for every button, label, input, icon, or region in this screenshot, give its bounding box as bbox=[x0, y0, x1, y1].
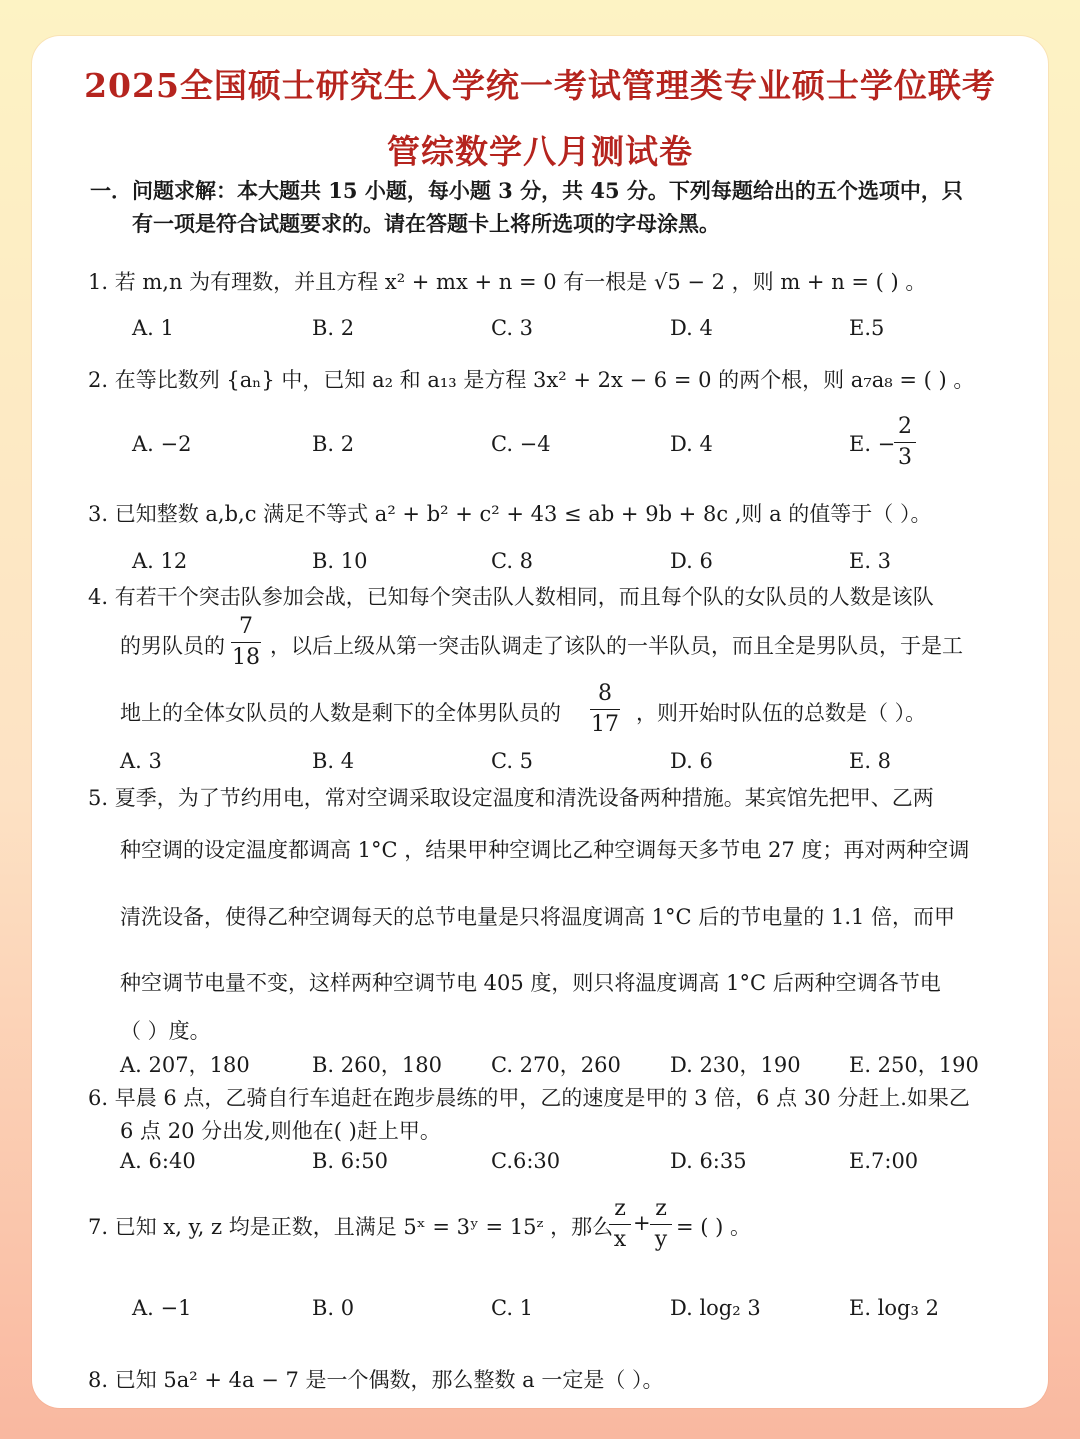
question-4-option-a: A. 3 bbox=[120, 749, 162, 773]
exam-subtitle: 管综数学八月测试卷 bbox=[387, 132, 693, 171]
question-2-option-e: E. − bbox=[849, 432, 896, 456]
question-2-option-c: C. −4 bbox=[491, 432, 551, 456]
question-2-option-a: A. −2 bbox=[132, 432, 192, 456]
fraction-denominator: y bbox=[654, 1227, 668, 1252]
question-4-line1: 4. 有若干个突击队参加会战，已知每个突击队人数相同，而且每个队的女队员的人数是该队 bbox=[88, 585, 934, 609]
question-1-option-d: D. 4 bbox=[670, 316, 713, 340]
question-5-option-b: B. 260，180 bbox=[312, 1053, 442, 1077]
fraction-denominator: x bbox=[613, 1227, 627, 1252]
question-6-option-a: A. 6:40 bbox=[120, 1149, 196, 1173]
exam-paper bbox=[32, 36, 1048, 1408]
question-5-option-a: A. 207，180 bbox=[120, 1053, 250, 1077]
fraction-numerator: 2 bbox=[894, 412, 916, 443]
question-2-option-e-fraction bbox=[894, 412, 916, 473]
question-7-text-end: = ( ) 。 bbox=[676, 1215, 752, 1239]
section-instructions-line2: 有一项是符合试题要求的。请在答题卡上将所选项的字母涂黑。 bbox=[132, 211, 720, 236]
question-4-option-c: C. 5 bbox=[491, 749, 534, 773]
question-3-option-d: D. 6 bbox=[670, 549, 713, 573]
question-7-option-a: A. −1 bbox=[132, 1296, 192, 1320]
question-4-line3b: ，则开始时队伍的总数是（ ）。 bbox=[636, 701, 927, 725]
question-2-text: 2. 在等比数列 {aₙ} 中，已知 a₂ 和 a₁₃ 是方程 3x² + 2x − 6 = 0 的两个根，则 a₇a₈ = ( ) 。 bbox=[88, 368, 975, 392]
question-4-option-b: B. 4 bbox=[312, 749, 355, 773]
question-3-text: 3. 已知整数 a,b,c 满足不等式 a² + b² + c² + 43 ≤ ab + 9b + 8c ,则 a 的值等于（ ）。 bbox=[88, 502, 932, 526]
question-8-text: 8. 已知 5a² + 4a − 7 是一个偶数，那么整数 a 一定是（ ）。 bbox=[88, 1368, 664, 1392]
question-1-option-a: A. 1 bbox=[132, 316, 174, 340]
question-7-fraction-1 bbox=[609, 1194, 631, 1255]
question-5-option-c: C. 270，260 bbox=[491, 1053, 621, 1077]
question-7-fraction-2 bbox=[650, 1194, 672, 1255]
question-4-option-d: D. 6 bbox=[670, 749, 713, 773]
question-1-option-e: E.5 bbox=[849, 316, 885, 340]
question-7-plus: + bbox=[633, 1211, 651, 1235]
fraction-numerator: z bbox=[650, 1194, 672, 1225]
question-4-line3a: 地上的全体女队员的人数是剩下的全体男队员的 bbox=[120, 701, 561, 725]
question-4-fraction-2 bbox=[590, 679, 620, 740]
question-5-option-e: E. 250，190 bbox=[849, 1053, 979, 1077]
question-3-option-b: B. 10 bbox=[312, 549, 368, 573]
question-7-option-d: D. log₂ 3 bbox=[670, 1296, 761, 1320]
question-2-option-b: B. 2 bbox=[312, 432, 355, 456]
fraction-denominator: 17 bbox=[591, 712, 619, 737]
question-6-option-e: E.7:00 bbox=[849, 1149, 919, 1173]
question-3-option-c: C. 8 bbox=[491, 549, 534, 573]
question-5-line5: （ ）度。 bbox=[120, 1019, 211, 1043]
fraction-denominator: 18 bbox=[232, 645, 260, 670]
question-2-option-d: D. 4 bbox=[670, 432, 713, 456]
section-instructions-line1: 一．问题求解：本大题共 15 小题，每小题 3 分，共 45 分。下列每题给出的五个选项中，只 bbox=[90, 178, 963, 203]
question-1-text: 1. 若 m,n 为有理数，并且方程 x² + mx + n = 0 有一根是 √5 − 2 ，则 m + n = ( ) 。 bbox=[88, 270, 927, 294]
fraction-numerator: z bbox=[609, 1194, 631, 1225]
question-5-line1: 5. 夏季，为了节约用电，常对空调采取设定温度和清洗设备两种措施。某宾馆先把甲、乙两 bbox=[88, 786, 934, 810]
question-7-option-e: E. log₃ 2 bbox=[849, 1296, 939, 1320]
question-4-fraction-1 bbox=[231, 612, 261, 673]
fraction-numerator: 8 bbox=[590, 679, 620, 710]
exam-title: 2025全国硕士研究生入学统一考试管理类专业硕士学位联考 bbox=[84, 66, 996, 105]
question-7-text: 7. 已知 x, y, z 均是正数，且满足 5ˣ = 3ʸ = 15ᶻ ，那么 bbox=[88, 1215, 614, 1239]
question-7-option-b: B. 0 bbox=[312, 1296, 355, 1320]
question-4-option-e: E. 8 bbox=[849, 749, 892, 773]
question-6-option-d: D. 6:35 bbox=[670, 1149, 747, 1173]
question-5-line3: 清洗设备，使得乙种空调每天的总节电量是只将温度调高 1°C 后的节电量的 1.1 倍，而甲 bbox=[120, 905, 956, 929]
question-6-option-b: B. 6:50 bbox=[312, 1149, 388, 1173]
question-4-line2a: 的男队员的 bbox=[120, 634, 225, 658]
fraction-denominator: 3 bbox=[898, 445, 912, 470]
question-4-line2b: ，以后上级从第一突击队调走了该队的一半队员，而且全是男队员，于是工 bbox=[270, 634, 963, 658]
question-6-line1: 6. 早晨 6 点，乙骑自行车追赶在跑步晨练的甲，乙的速度是甲的 3 倍，6 点 30 分赶上.如果乙 bbox=[88, 1086, 970, 1110]
question-1-option-c: C. 3 bbox=[491, 316, 534, 340]
question-3-option-e: E. 3 bbox=[849, 549, 892, 573]
question-7-option-c: C. 1 bbox=[491, 1296, 534, 1320]
question-3-option-a: A. 12 bbox=[132, 549, 188, 573]
question-6-option-c: C.6:30 bbox=[491, 1149, 561, 1173]
question-5-option-d: D. 230，190 bbox=[670, 1053, 801, 1077]
question-6-line2: 6 点 20 分出发,则他在( )赶上甲。 bbox=[120, 1119, 441, 1143]
fraction-numerator: 7 bbox=[231, 612, 261, 643]
question-5-line2: 种空调的设定温度都调高 1°C ，结果甲种空调比乙种空调每天多节电 27 度；再对两种空调 bbox=[120, 838, 970, 862]
question-1-option-b: B. 2 bbox=[312, 316, 355, 340]
question-5-line4: 种空调节电量不变，这样两种空调节电 405 度，则只将温度调高 1°C 后两种空调各节电 bbox=[120, 971, 941, 995]
